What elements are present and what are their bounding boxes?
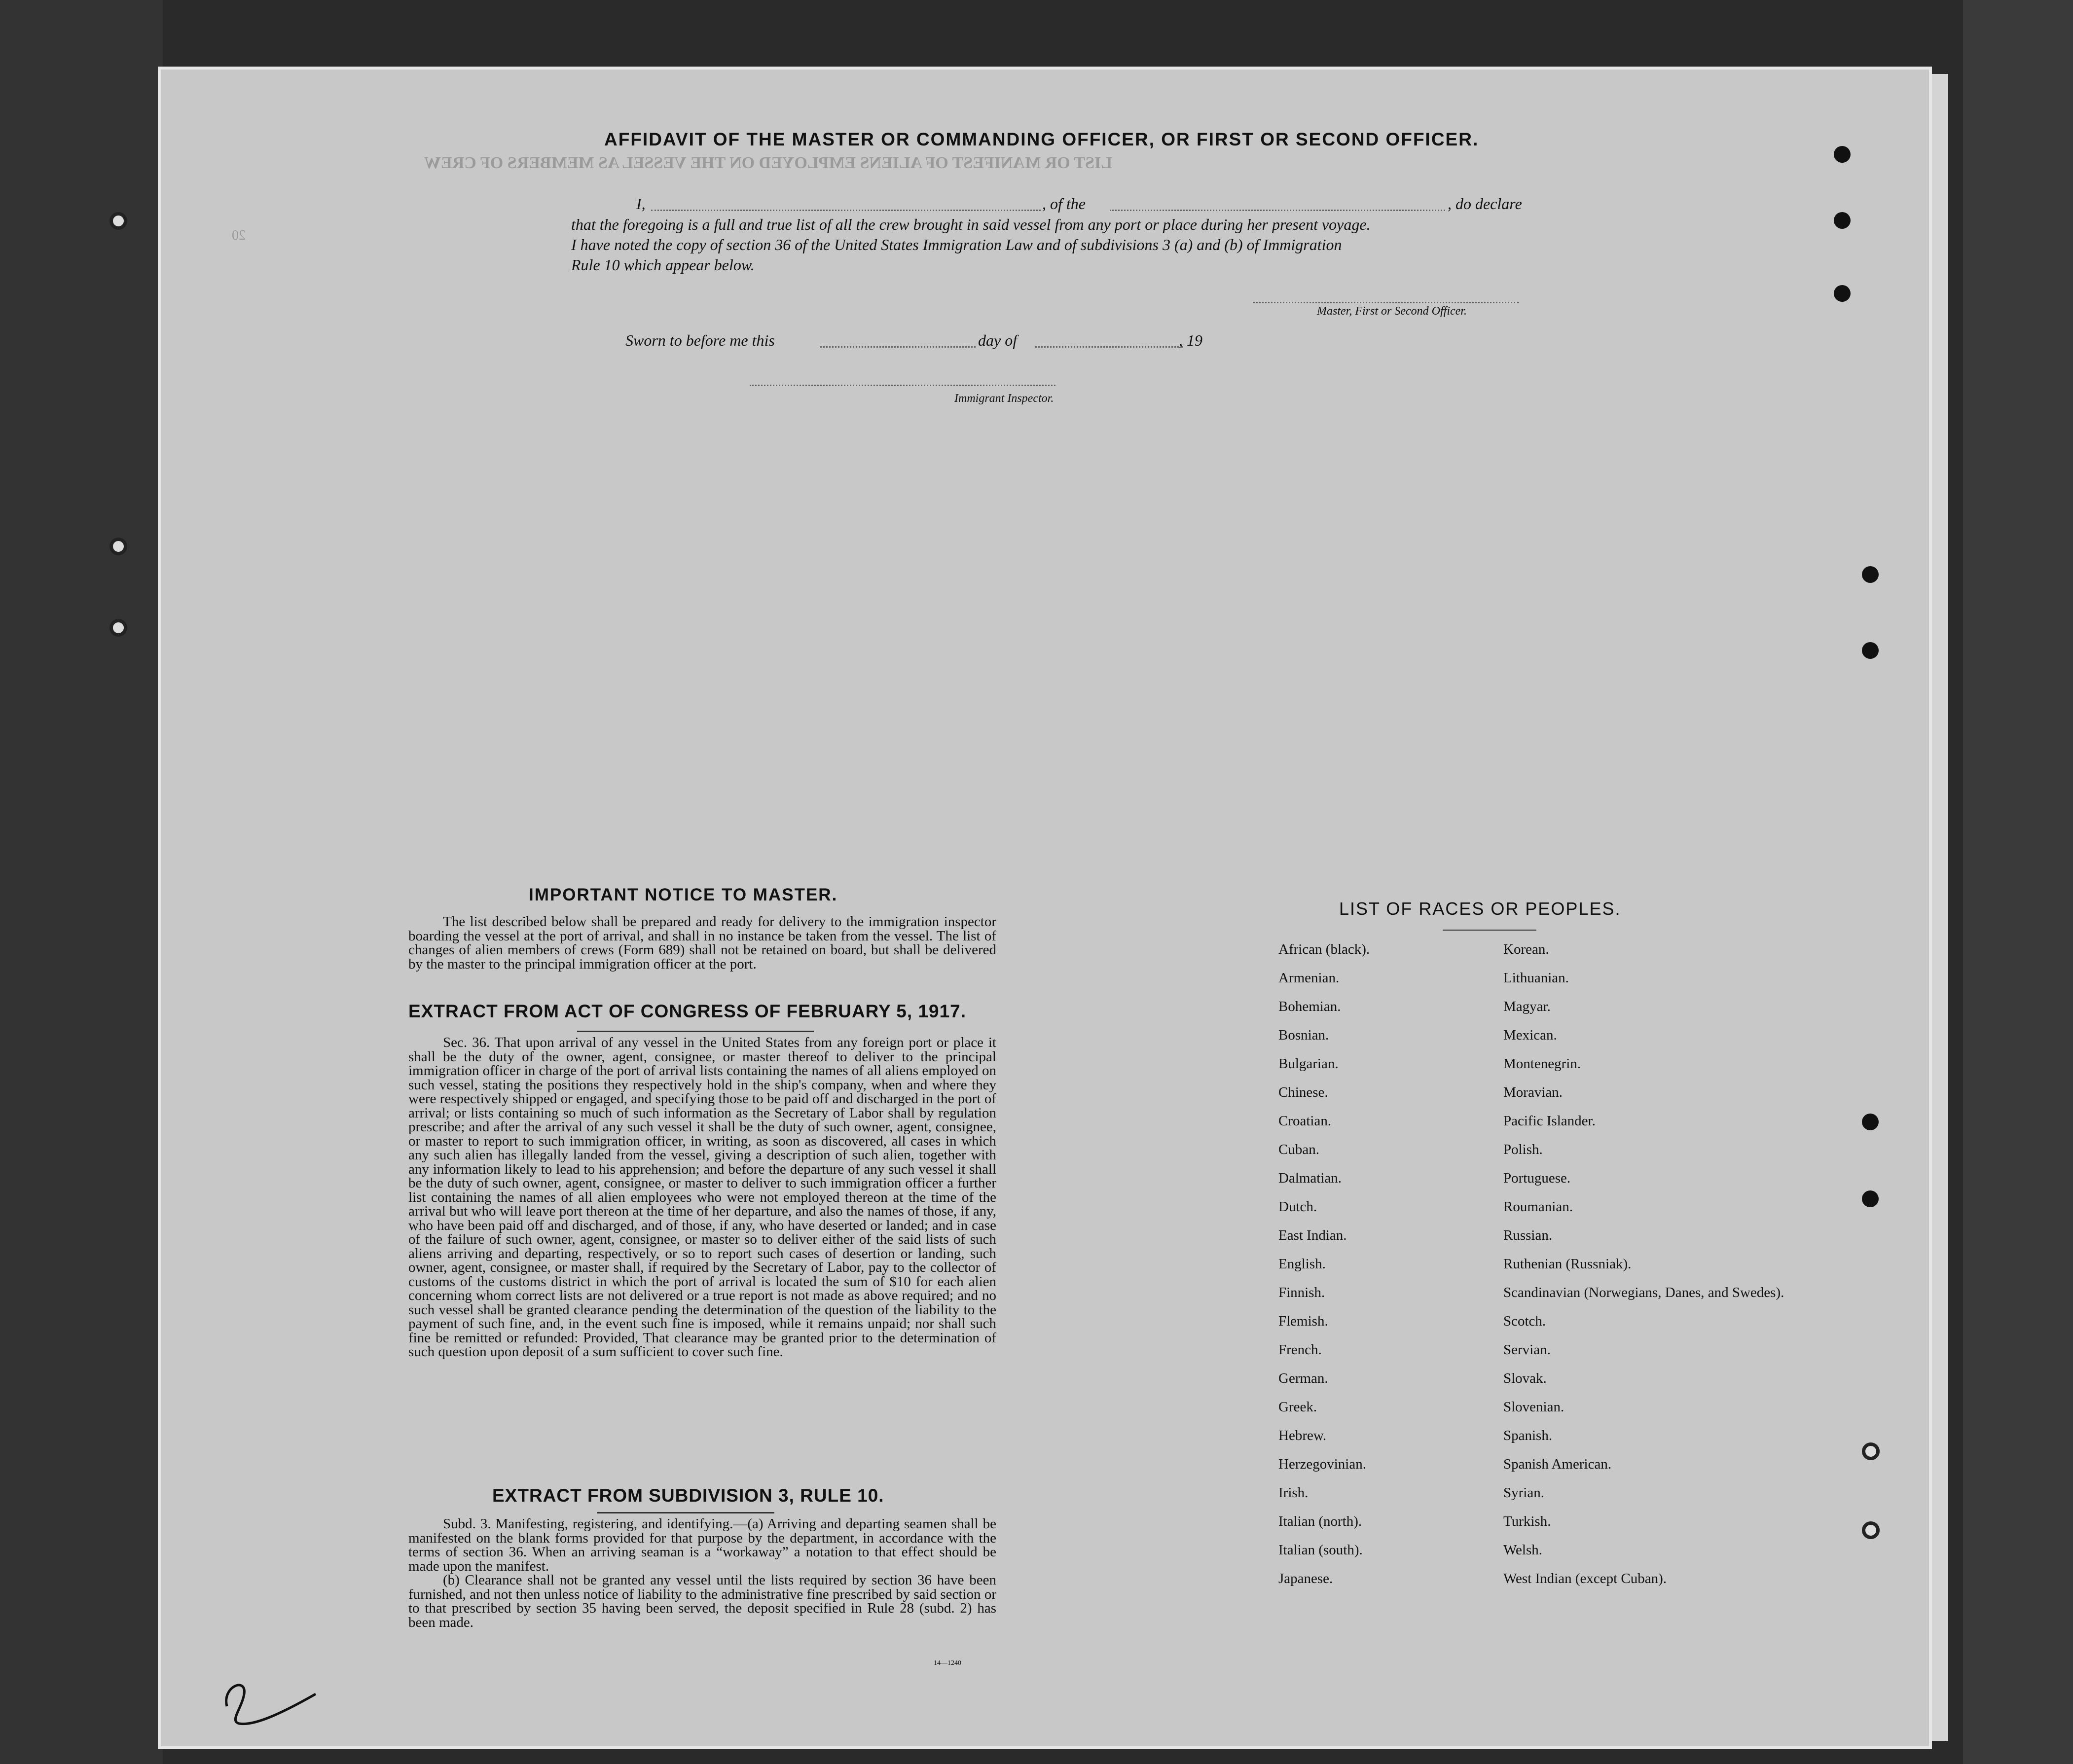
race-item: Finnish. <box>1278 1285 1325 1300</box>
handwritten-mark <box>217 1667 326 1731</box>
master-signature-label: Master, First or Second Officer. <box>1317 305 1467 318</box>
race-item: Chinese. <box>1278 1084 1328 1100</box>
race-item: Syrian. <box>1503 1485 1544 1501</box>
race-item: Lithuanian. <box>1503 970 1569 986</box>
section-36-paragraph: Sec. 36. That upon arrival of any vessel in the United States from any foreign port or place it shall be the duty of the owner, agent, consignee, or master thereof to deliver to the principal immigration officer in charge of the port of arrival lists containing the names of all aliens employed on such vessel, stating the positions they respectively hold in the ship's company, when and where they were respectively shipped or engaged, and specifying those to be paid off and discharged in the port of arrival; or lists containing so much of such information as the Secretary of Labor shall by regulation prescribe; and after the arrival of any such vessel it shall be the duty of such owner, agent, consignee, or master to report to such immigration officer, in writing, as soon as discovered, all cases in which any such alien has illegally landed from the vessel, giving a description of such alien, together with any information likely to lead to his apprehension; and before the departure of any such vessel it shall be the duty of such owner, agent, consignee, or master to deliver to such immigration officer a further list containing the names of all alien employees who were not employed thereon at the time of the arrival but who will leave port thereon at the time of her departure, and also the names of those, if any, who have been paid off and discharged, and of those, if any, who have deserted or landed; and in case of the failure of such owner, agent, consignee, or master so to deliver either of the said lists of such aliens arriving and departing, respectively, or so to report such cases of desertion or landing, such owner, agent, consignee, or master shall, if required by the Secretary of Labor, pay to the collector of customs of the customs district in which the port of arrival is located the sum of $10 for each alien concerning whom correct lists are not delivered or a true report is not made as above required; and no such vessel shall be granted clearance pending the determination of the question of the liability to the payment of such fine, and, in the event such fine is imposed, while it remains unpaid; nor shall such fine be remitted or refunded: Provided, That clearance may be granted prior to the determination of such question upon deposit of a sum sufficient to cover such fine. <box>408 1035 996 1360</box>
year-label: , 19 <box>1179 331 1202 349</box>
ring-hole-icon <box>1862 1442 1880 1460</box>
affidavit-line1-mid: , of the <box>1042 195 1086 213</box>
notice-paragraph: The list described below shall be prepared and ready for delivery to the immigration inspector boarding the vessel at the port of arrival, and shall in no instance be taken from the vessel. The list of changes of alien members of crews (Form 689) shall not be retained on board, but shall be delivered by the master to the principal immigration officer at the port. <box>408 914 996 972</box>
punch-hole-icon <box>1862 642 1879 659</box>
punch-hole-icon <box>1834 146 1851 163</box>
ring-hole-icon <box>109 538 127 555</box>
race-item: West Indian (except Cuban). <box>1503 1571 1667 1586</box>
race-item: Scotch. <box>1503 1313 1546 1329</box>
race-item: Armenian. <box>1278 970 1340 986</box>
race-item: Moravian. <box>1503 1084 1563 1100</box>
inspector-signature-label: Immigrant Inspector. <box>954 392 1054 405</box>
extract-rule-text <box>408 1517 996 1629</box>
fill-line-name <box>651 210 1041 211</box>
race-item: Slovak. <box>1503 1370 1547 1386</box>
affidavit-title: AFFIDAVIT OF THE MASTER OR COMMANDING OFFICER, OR FIRST OR SECOND OFFICER. <box>604 129 1479 149</box>
fill-line-vessel <box>1110 210 1445 211</box>
race-item: Montenegrin. <box>1503 1056 1581 1072</box>
race-item: Turkish. <box>1503 1513 1551 1529</box>
race-item: Italian (south). <box>1278 1542 1363 1558</box>
punch-hole-icon <box>1862 1114 1879 1130</box>
sworn-label: Sworn to before me this <box>625 331 775 349</box>
punch-hole-icon <box>1862 566 1879 583</box>
race-item: Polish. <box>1503 1142 1543 1157</box>
bleedthrough-margin-number: 20 <box>232 228 246 243</box>
form-number: 14—1240 <box>934 1659 961 1667</box>
race-item: Bohemian. <box>1278 999 1341 1014</box>
subdivision-b-paragraph: (b) Clearance shall not be granted any vessel until the lists required by section 36 have been furnished, and not then unless notice of liability to the administrative fine prescribed by said section or to that prescribed by section 35 having been served, the deposit specified in Rule 28 (subd. 2) has been made. <box>408 1572 996 1630</box>
race-item: Mexican. <box>1503 1027 1557 1043</box>
race-item: Servian. <box>1503 1342 1551 1358</box>
ring-hole-icon <box>109 212 127 230</box>
ring-hole-icon <box>1862 1521 1880 1539</box>
affidavit-line1-start: I, <box>636 195 646 213</box>
punch-hole-icon <box>1862 1190 1879 1207</box>
subdivision-a-paragraph: Subd. 3. Manifesting, registering, and identifying.—(a) Arriving and departing seamen shall be manifested on the blank forms provided for that purpose by the department, in accordance with the terms of section 36. When an arriving seaman is a “workaway” a notation to that effect should be made upon the manifest. <box>408 1516 996 1574</box>
notice-title: IMPORTANT NOTICE TO MASTER. <box>529 885 838 904</box>
race-item: Russian. <box>1503 1227 1553 1243</box>
film-border-right <box>1963 0 2073 1764</box>
race-item: Dutch. <box>1278 1199 1317 1215</box>
race-item: Bosnian. <box>1278 1027 1329 1043</box>
race-item: French. <box>1278 1342 1322 1358</box>
race-item: Welsh. <box>1503 1542 1543 1558</box>
race-item: Irish. <box>1278 1485 1309 1501</box>
notice-text <box>408 915 996 971</box>
race-item: Greek. <box>1278 1399 1317 1415</box>
bleedthrough-header: LIST OR MANIFEST OF ALIENS EMPLOYED ON THE VESSEL AS MEMBERS OF CREW <box>424 154 1112 172</box>
fill-line-month <box>1035 346 1183 348</box>
race-item: Bulgarian. <box>1278 1056 1339 1072</box>
race-item: English. <box>1278 1256 1326 1272</box>
race-item: Ruthenian (Russniak). <box>1503 1256 1632 1272</box>
race-item: Portuguese. <box>1503 1170 1571 1186</box>
day-of-label: day of <box>978 331 1018 349</box>
punch-hole-icon <box>1834 212 1851 229</box>
race-item: Croatian. <box>1278 1113 1332 1129</box>
race-item: Hebrew. <box>1278 1428 1327 1443</box>
extract-rule-title: EXTRACT FROM SUBDIVISION 3, RULE 10. <box>492 1485 884 1506</box>
affidavit-line4: Rule 10 which appear below. <box>571 256 755 274</box>
punch-hole-icon <box>1834 285 1851 302</box>
race-item: Spanish. <box>1503 1428 1553 1443</box>
film-border-left <box>0 0 163 1764</box>
ring-hole-icon <box>109 619 127 637</box>
races-left-column <box>1278 942 1370 1600</box>
race-item: East Indian. <box>1278 1227 1347 1243</box>
fill-line-inspector-signature <box>750 385 1055 386</box>
extract-act-title: EXTRACT FROM ACT OF CONGRESS OF FEBRUARY 5, 1917. <box>408 1001 967 1021</box>
race-item: Dalmatian. <box>1278 1170 1342 1186</box>
fill-line-day <box>820 346 976 348</box>
extract-act-rule <box>577 1031 814 1032</box>
race-item: Roumanian. <box>1503 1199 1573 1215</box>
extract-rule-rule <box>597 1512 774 1513</box>
extract-act-text <box>408 1036 996 1359</box>
race-item: Scandinavian (Norwegians, Danes, and Swedes). <box>1503 1285 1784 1300</box>
affidavit-line3: I have noted the copy of section 36 of the United States Immigration Law and of subdivisions 3 (a) and (b) of Immigration <box>571 236 1342 253</box>
race-item: Italian (north). <box>1278 1513 1362 1529</box>
race-item: Flemish. <box>1278 1313 1328 1329</box>
race-item: Spanish American. <box>1503 1456 1612 1472</box>
race-item: African (black). <box>1278 941 1370 957</box>
race-item: Korean. <box>1503 941 1549 957</box>
race-item: Pacific Islander. <box>1503 1113 1596 1129</box>
fill-line-master-signature <box>1253 302 1519 303</box>
races-title: LIST OF RACES OR PEOPLES. <box>1339 899 1621 919</box>
race-item: Magyar. <box>1503 999 1551 1014</box>
race-item: German. <box>1278 1370 1328 1386</box>
race-item: Japanese. <box>1278 1571 1333 1586</box>
race-item: Cuban. <box>1278 1142 1319 1157</box>
affidavit-line2: that the foregoing is a full and true list of all the crew brought in said vessel from any port or place during her present voyage. <box>571 216 1371 233</box>
races-rule <box>1443 930 1536 931</box>
race-item: Herzegovinian. <box>1278 1456 1366 1472</box>
races-right-column <box>1503 942 1784 1600</box>
race-item: Slovenian. <box>1503 1399 1564 1415</box>
affidavit-line1-end: , do declare <box>1448 195 1522 213</box>
